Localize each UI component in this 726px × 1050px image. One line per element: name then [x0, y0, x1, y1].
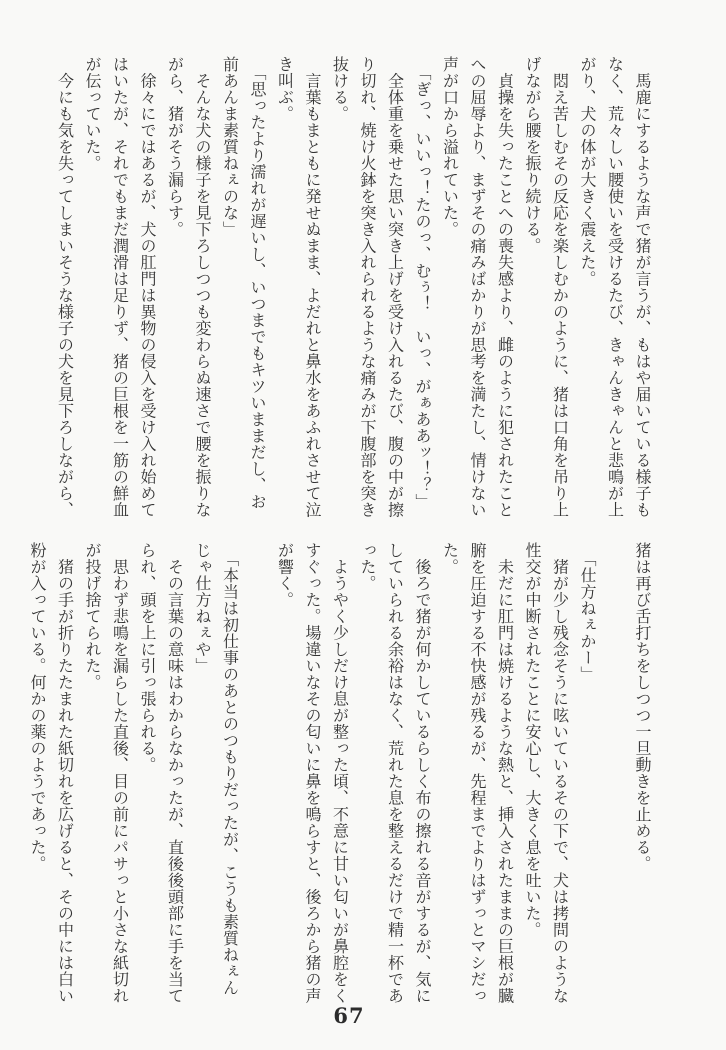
paragraph: 徐々にではあるが、犬の肛門は異物の侵入を受け入れ始めてはいたが、それでもまだ潤滑は足りず、猪の巨根を一筋の鮮血が伝っていた。 — [83, 56, 157, 518]
paragraph: 悶え苦しむその反応を楽しむかのように、猪は口角を吊り上げながら腰を振り続ける。 — [523, 56, 570, 518]
text-block-top — [51, 56, 656, 519]
paragraph — [244, 542, 272, 1005]
page-number: 67 — [333, 1003, 365, 1028]
paragraph: 「思ったより濡れが遅いし、いつまでもキツいままだし、お前あんま素質ねぇのな」 — [220, 56, 267, 510]
paragraph: 猪は再び舌打ちをしつつ一旦動きを止める。 — [633, 542, 652, 872]
paragraph: 後ろで猪が何かしているらしく布の擦れる音がするが、気にしていられる余裕はなく、荒れた息を整えるだけで精一杯であった。 — [358, 542, 432, 1004]
paragraph: 全体重を乗せた思い突き上げを受け入れるたび、腹の中が擦り切れ、焼け火鉢を突き入れられるような痛みが下腹部を突き抜ける。 — [330, 56, 405, 518]
paragraph: その言葉の意味はわからなかったが、直後後頭部に手を当てられ、頭を上に引っ張られる。 — [138, 542, 185, 1004]
paragraph: 言葉もまともに発せぬまま、よだれと鼻水をあふれさせて泣き叫ぶ。 — [275, 56, 322, 518]
paragraph: 「本当は初仕事のあとのつもりだったが、こうも素質ねぇんじゃ仕方ねぇや」 — [193, 542, 240, 996]
paragraph: 思わず悲鳴を漏らした直後、目の前にパサっと小さな紙切れが投げ捨てられた。 — [83, 542, 130, 1004]
paragraph: そんな犬の様子を見下ろしつつも変わらぬ速さで腰を振りながら、猪がそう漏らす。 — [165, 56, 212, 518]
paragraph: 貞操を失ったことへの喪失感より、雌のように犯されたことへの屈辱より、まずその痛みばかりが思考を満たし、情けない声が口から溢れていた。 — [440, 56, 515, 518]
paragraph: 未だに肛門は焼けるような熱と、挿入されたままの巨根が臓腑を圧迫する不快感が残るが、先程までよりはずっとマシだった。 — [440, 542, 515, 1004]
paragraph: 馬鹿にするような声で猪が言うが、もはや届いている様子もなく、荒々しい腰使いを受けるたび、きゃんきゃんと悲鳴が上がり、犬の体が大きく震えた。 — [578, 56, 652, 518]
paragraph: ようやく少しだけ息が整った頃、不意に甘い匂いが鼻腔をくすぐった。場違いなその匂いに鼻を鳴らすと、後ろから猪の声が響く。 — [275, 542, 350, 1004]
paragraph: 猪の手が折りたたまれた紙切れを広げると、その中には白い粉が入っている。何かの薬のようであった。 — [28, 542, 75, 1004]
paragraph: 猪が少し残念そうに呟いているその下で、犬は拷問のような性交が中断されたことに安心し、大きく息を吐いた。 — [523, 542, 570, 1004]
text-block-bottom — [24, 542, 657, 1005]
paragraph: 「ぎっ、いいっ！たのっ、むぅ！ いっ、がぁああッ！？」 — [413, 56, 432, 510]
paragraph: 「仕方ねぇかー」 — [578, 542, 597, 683]
paragraph: 今にも気を失ってしまいそうな様子の犬を見下ろしながら、 — [55, 56, 75, 518]
paragraph — [601, 542, 629, 1005]
